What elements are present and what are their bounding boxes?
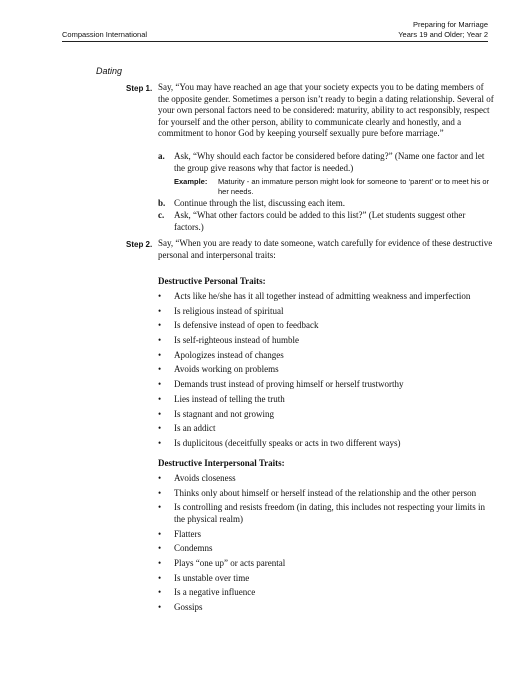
list-item: • Is a negative influence bbox=[158, 587, 256, 598]
bullet-icon: • bbox=[158, 602, 162, 612]
step-1-text: Say, “You may have reached an age that your society expects you to be dating members of the opposite gender. Sometimes a person isn’t ready to begin a dating relationship. Several of your own personal factors need to be considered: maturity, ability to act responsibly, respect for yourself and the other person, ability to communicate clearly and honestly, and a commitment to honor God by keeping yourself sexually pure before marriage.” bbox=[158, 82, 494, 138]
bullet-icon: • bbox=[158, 393, 162, 404]
list-item: • Is duplicitous (deceitfully speaks or acts in two different ways) bbox=[158, 437, 401, 448]
sub-b-letter: b. bbox=[158, 198, 166, 208]
list-item: • Gossips bbox=[158, 602, 203, 612]
section-title: Dating bbox=[96, 66, 123, 76]
list-item: • Condemns bbox=[158, 543, 213, 554]
list-item: • Lies instead of telling the truth bbox=[158, 393, 285, 404]
list-item: • Apologizes instead of changes bbox=[158, 349, 284, 360]
bullet-icon: • bbox=[158, 543, 162, 554]
bullet-icon: • bbox=[158, 528, 162, 539]
page-header bbox=[62, 18, 488, 42]
header-divider bbox=[62, 41, 488, 42]
list-item: • Flatters bbox=[158, 528, 201, 539]
bullet-icon: • bbox=[158, 305, 162, 316]
bullet-icon: • bbox=[158, 379, 162, 390]
step-2-text: Say, “When you are ready to date someone, watch carefully for evidence of these destructive personal and interpersonal traits: bbox=[158, 238, 493, 260]
example-text: Maturity - an immature person might look for someone to ‘parent’ or to meet his or her needs. bbox=[218, 177, 490, 196]
bullet-icon: • bbox=[158, 473, 162, 483]
sub-b-text: Continue through the list, discussing each item. bbox=[174, 198, 345, 208]
list-item: • Acts like he/she has it all together instead of admitting weakness and imperfection bbox=[158, 291, 471, 301]
personal-traits-heading: Destructive Personal Traits: bbox=[158, 276, 266, 286]
list-item: • Is stagnant and not growing bbox=[158, 408, 274, 419]
list-item: • Is self-righteous instead of humble bbox=[158, 335, 299, 346]
list-item: • Avoids working on problems bbox=[158, 364, 279, 375]
bullet-icon: • bbox=[158, 408, 162, 419]
sub-a-letter: a. bbox=[158, 151, 165, 161]
sub-a-text: Ask, “Why should each factor be considered before dating?” (Name one factor and let the group give reasons why that factor is needed.) bbox=[174, 151, 485, 173]
document-subtitle: Years 19 and Older; Year 2 bbox=[398, 30, 488, 39]
list-item: • Plays “one up” or acts parental bbox=[158, 557, 286, 568]
bullet-icon: • bbox=[158, 291, 162, 301]
bullet-icon: • bbox=[158, 335, 162, 346]
list-item: • Is controlling and resists freedom (in dating, this includes not respecting your limits in the physical realm) bbox=[158, 502, 485, 524]
organization-name: Compassion International bbox=[62, 30, 148, 39]
step-1-label: Step 1. bbox=[126, 84, 153, 93]
bullet-icon: • bbox=[158, 502, 162, 513]
sub-c-text: Ask, “What other factors could be added to this list?” (Let students suggest other factors.) bbox=[174, 210, 466, 232]
list-item: • Is unstable over time bbox=[158, 572, 250, 583]
list-item: • Demands trust instead of proving himself or herself trustworthy bbox=[158, 379, 404, 390]
document-title: Preparing for Marriage bbox=[412, 20, 488, 29]
bullet-icon: • bbox=[158, 437, 162, 448]
bullet-icon: • bbox=[158, 349, 162, 360]
bullet-icon: • bbox=[158, 572, 162, 583]
bullet-icon: • bbox=[158, 557, 162, 568]
bullet-icon: • bbox=[158, 320, 162, 331]
interpersonal-traits-heading: Destructive Interpersonal Traits: bbox=[158, 458, 285, 468]
sub-c-letter: c. bbox=[158, 210, 165, 220]
list-item: • Is defensive instead of open to feedback bbox=[158, 320, 319, 331]
bullet-icon: • bbox=[158, 487, 162, 498]
personal-traits-list bbox=[158, 291, 488, 453]
bullet-icon: • bbox=[158, 587, 162, 598]
bullet-icon: • bbox=[158, 364, 162, 375]
interpersonal-traits-list bbox=[158, 473, 488, 617]
list-item: • Thinks only about himself or herself instead of the relationship and the other person bbox=[158, 487, 477, 498]
example-label: Example: bbox=[174, 177, 208, 186]
list-item: • Is an addict bbox=[158, 423, 216, 434]
document-title-block bbox=[398, 20, 488, 40]
list-item: • Avoids closeness bbox=[158, 473, 236, 483]
step-2-label: Step 2. bbox=[126, 240, 153, 249]
bullet-icon: • bbox=[158, 423, 162, 434]
list-item: • Is religious instead of spiritual bbox=[158, 305, 284, 316]
